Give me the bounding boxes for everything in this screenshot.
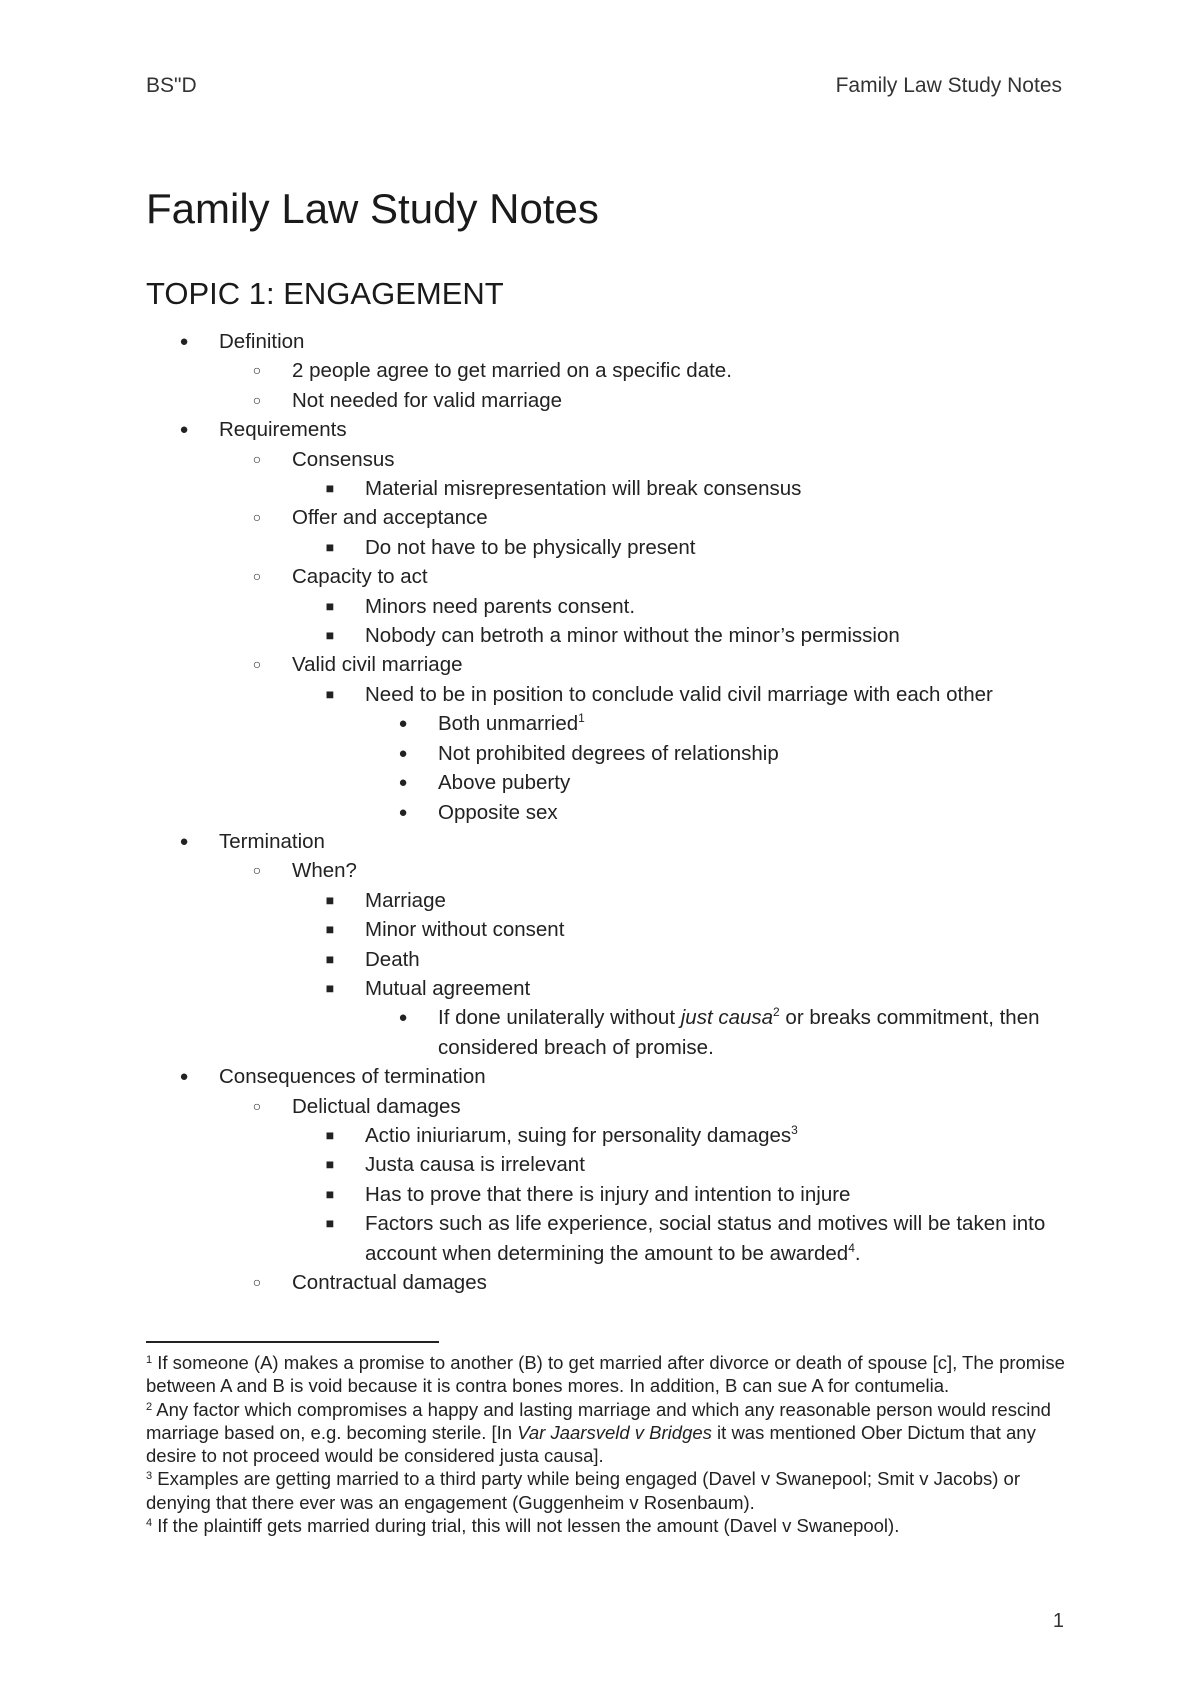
list-item-text: Marriage <box>365 888 446 912</box>
document-title: Family Law Study Notes <box>146 185 599 232</box>
list-item <box>146 445 1076 474</box>
list-item-text-content: . <box>854 1241 861 1265</box>
list-item-text: Valid civil marriage <box>292 653 463 677</box>
footnote-ref-2[interactable]: 2 <box>773 1005 780 1020</box>
list-item-text: Nobody can betroth a minor without the minor’s permission <box>365 624 900 648</box>
list-item-text: Definition <box>219 330 305 353</box>
footnote-ref-1[interactable]: 1 <box>578 711 585 726</box>
outline-list <box>146 327 1076 1297</box>
list-item-text: Has to prove that there is injury and intention to injure <box>365 1182 851 1206</box>
list-item-text: Offer and acceptance <box>292 506 488 530</box>
footnote-3 <box>146 1467 1066 1514</box>
footnote-2 <box>146 1398 1066 1468</box>
list-item-text: Not needed for valid marriage <box>292 388 563 412</box>
list-item-text: Opposite sex <box>438 800 558 824</box>
list-item <box>146 974 1076 1003</box>
bullet-square-icon: ■ <box>325 538 335 555</box>
footnote-separator <box>146 1341 439 1343</box>
bullet-circle-icon: ○ <box>252 509 262 526</box>
bullet-disc-icon: ● <box>398 774 408 792</box>
bullet-square-icon: ■ <box>325 1156 335 1173</box>
list-item-text <box>438 1003 1076 1062</box>
bullet-square-icon: ■ <box>325 685 335 702</box>
list-item <box>146 915 1076 944</box>
list-item <box>146 1150 1076 1179</box>
bullet-circle-icon: ○ <box>252 656 262 673</box>
list-item-text: Contractual damages <box>292 1271 487 1294</box>
bullet-square-icon: ■ <box>325 1126 335 1143</box>
bullet-square-icon: ■ <box>325 1185 335 1202</box>
list-item-text-content: Factors such as life experience, social status and motives will be taken into account when determining the amount to be awarded <box>365 1212 1046 1265</box>
list-item-text: Delictual damages <box>292 1094 461 1118</box>
list-item-text-content: Both unmarried <box>438 712 579 736</box>
list-item <box>146 1062 1076 1091</box>
bullet-square-icon: ■ <box>325 597 335 614</box>
list-item-text: Need to be in position to conclude valid civil marriage with each other <box>365 682 993 706</box>
list-item-text: Minor without consent <box>365 918 565 942</box>
list-item <box>146 562 1076 591</box>
bullet-disc-icon: ● <box>398 1009 408 1027</box>
bullet-disc-icon: ● <box>179 421 189 439</box>
bullet-circle-icon: ○ <box>252 568 262 585</box>
footnote-1 <box>146 1351 1066 1398</box>
list-item <box>146 474 1076 503</box>
list-item <box>146 680 1076 709</box>
bullet-circle-icon: ○ <box>252 362 262 379</box>
footnote-number: 3 <box>146 1470 153 1483</box>
list-item <box>146 327 1076 356</box>
list-item-text-content: If done unilaterally without <box>438 1006 681 1030</box>
footnote-text: If the plaintiff gets married during trial, this will not lessen the amount (Davel v Swanepool). <box>152 1515 900 1537</box>
bullet-circle-icon: ○ <box>252 1274 262 1290</box>
header-left: BS"D <box>146 74 197 97</box>
list-item <box>146 709 1076 738</box>
list-item <box>146 1003 1076 1062</box>
bullet-disc-icon: ● <box>179 832 189 850</box>
list-item-text: Consensus <box>292 447 395 471</box>
bullet-square-icon: ■ <box>325 921 335 938</box>
list-item <box>146 827 1076 856</box>
bullet-circle-icon: ○ <box>252 391 262 408</box>
case-name: Var Jaarsveld v Bridges <box>517 1421 712 1443</box>
list-item <box>146 768 1076 797</box>
bullet-disc-icon: ● <box>398 744 408 762</box>
bullet-disc-icon: ● <box>398 715 408 733</box>
footnote-text: Examples are getting married to a third party while being engaged (Davel v Swanepool; Smit v Jacobs) or denying that there ever was an engagement (Guggenheim v Rosenbaum). <box>146 1468 1021 1513</box>
footnote-number: 4 <box>146 1517 153 1530</box>
italic-term: just causa <box>680 1006 774 1030</box>
bullet-square-icon: ■ <box>325 480 335 497</box>
footnotes <box>146 1351 1066 1537</box>
list-item <box>146 1121 1076 1150</box>
footnote-number: 1 <box>146 1354 153 1366</box>
list-item <box>146 503 1076 532</box>
page-number: 1 <box>1052 1610 1064 1632</box>
list-item-text: Justa causa is irrelevant <box>365 1153 585 1177</box>
footnote-text: it was mentioned Ober Dictum that any desire to not proceed would be considered justa causa]. <box>146 1421 1036 1467</box>
bullet-disc-icon: ● <box>179 1068 189 1086</box>
list-item <box>146 1180 1076 1209</box>
list-item-text: Capacity to act <box>292 565 428 589</box>
list-item <box>146 1092 1076 1121</box>
bullet-square-icon: ■ <box>325 950 335 967</box>
header-right: Family Law Study Notes <box>835 74 1062 97</box>
list-item <box>146 739 1076 768</box>
footnote-number: 2 <box>146 1400 153 1413</box>
list-item-text: 2 people agree to get married on a specific date. <box>292 359 732 383</box>
bullet-circle-icon: ○ <box>252 1097 262 1114</box>
bullet-disc-icon: ● <box>398 803 408 821</box>
bullet-square-icon: ■ <box>325 979 335 996</box>
list-item-text <box>365 1209 1076 1268</box>
topic-heading: TOPIC 1: ENGAGEMENT <box>146 276 504 311</box>
list-item <box>146 886 1076 915</box>
list-item <box>146 386 1076 415</box>
list-item-text: Termination <box>219 829 325 853</box>
bullet-square-icon: ■ <box>325 1215 335 1232</box>
list-item-text: Requirements <box>219 418 347 442</box>
bullet-disc-icon: ● <box>179 333 189 350</box>
list-item <box>146 945 1076 974</box>
list-item <box>146 856 1076 885</box>
list-item-text: Not prohibited degrees of relationship <box>438 741 779 765</box>
list-item <box>146 798 1076 827</box>
list-item <box>146 415 1076 444</box>
list-item-text: Mutual agreement <box>365 976 531 1000</box>
list-item-text: Above puberty <box>438 771 571 795</box>
list-item <box>146 621 1076 650</box>
list-item-text: Death <box>365 947 420 971</box>
footnote-ref-4[interactable]: 4 <box>848 1240 855 1255</box>
list-item-text <box>438 709 1076 738</box>
bullet-square-icon: ■ <box>325 627 335 644</box>
list-item-text-content: or breaks commitment, then considered breach of promise. <box>438 1006 1040 1059</box>
footnote-ref-3[interactable]: 3 <box>791 1122 798 1137</box>
list-item-text: Material misrepresentation will break consensus <box>365 477 802 501</box>
bullet-square-icon: ■ <box>325 891 335 908</box>
list-item-text: Minors need parents consent. <box>365 594 636 618</box>
list-item <box>146 592 1076 621</box>
list-item <box>146 1268 1076 1297</box>
list-item-text: Consequences of termination <box>219 1065 486 1089</box>
list-item <box>146 533 1076 562</box>
list-item-text: Do not have to be physically present <box>365 535 696 559</box>
footnote-text: If someone (A) makes a promise to another (B) to get married after divorce or death of spouse [c], The promise between A and B is void because it is contra bones mores. In addition, B can sue A for contumelia. <box>146 1352 1065 1397</box>
list-item <box>146 1209 1076 1268</box>
list-item <box>146 356 1076 385</box>
list-item-text-content: Actio iniuriarum, suing for personality damages <box>365 1123 792 1147</box>
list-item-text: When? <box>292 859 357 883</box>
footnote-text: Any factor which compromises a happy and lasting marriage and which any reasonable person would rescind marriage based on, e.g. becoming sterile. [In <box>146 1398 1051 1443</box>
list-item <box>146 650 1076 679</box>
bullet-circle-icon: ○ <box>252 862 262 879</box>
list-item-text <box>365 1121 1076 1150</box>
bullet-circle-icon: ○ <box>252 450 262 467</box>
footnote-4 <box>146 1514 1066 1537</box>
